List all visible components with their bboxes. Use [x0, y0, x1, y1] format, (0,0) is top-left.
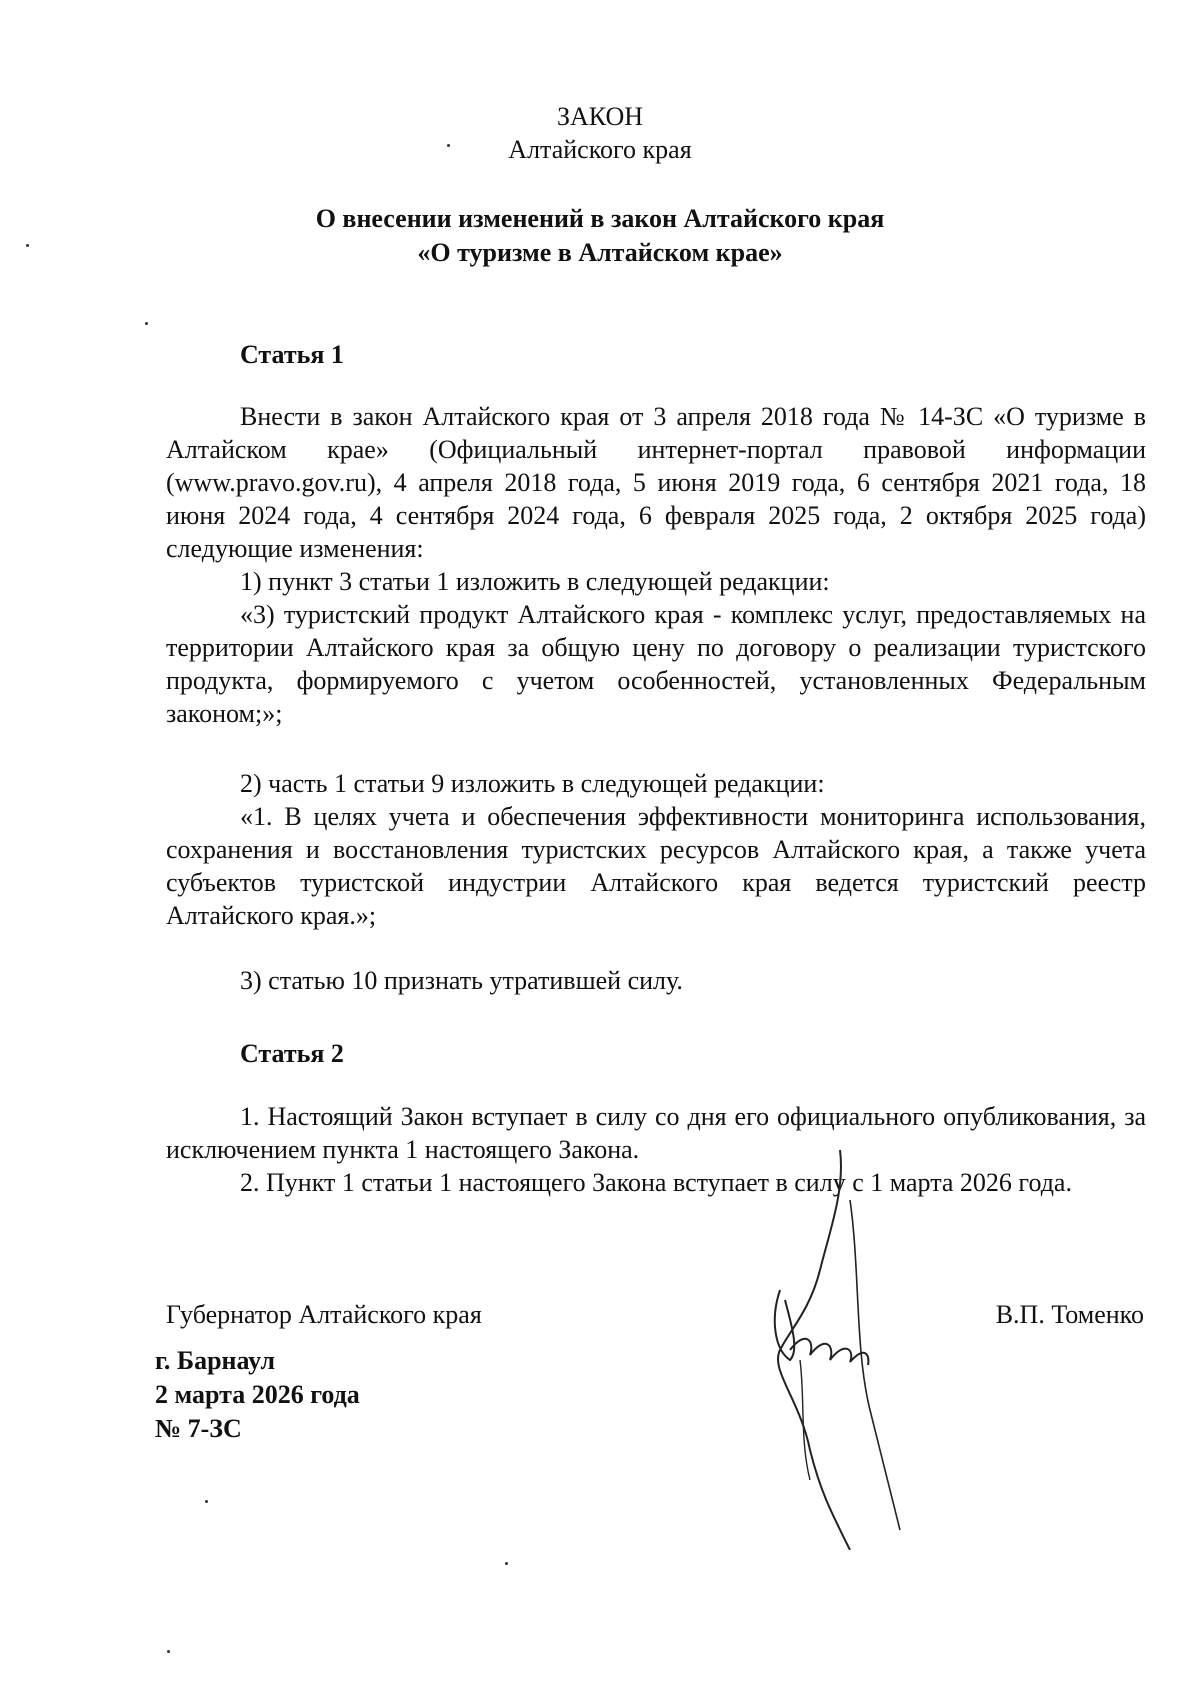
place-city: г. Барнаул: [155, 1346, 276, 1375]
law-title-line1: О внесении изменений в закон Алтайского края: [315, 204, 885, 233]
law-number: № 7-ЗС: [155, 1414, 242, 1443]
scan-speck: [26, 244, 29, 247]
article-1-item3: 3) статью 10 признать утратившей силу.: [240, 966, 683, 995]
scan-speck: [205, 1500, 208, 1503]
article-1-item2-lead: 2) часть 1 статьи 9 изложить в следующей редакции:: [240, 769, 825, 798]
place-date: 2 марта 2026 года: [155, 1380, 360, 1409]
article-1-item1-lead: 1) пункт 3 статьи 1 изложить в следующей редакции:: [240, 567, 830, 596]
signatory-position: Губернатор Алтайского края: [166, 1300, 482, 1329]
scan-speck: [447, 144, 450, 147]
article-1-heading: Статья 1: [240, 340, 344, 369]
article-1-item1-text: «3) туристский продукт Алтайского края - комплекс услуг, предоставляемых на территории Алтайского края за общую цену по договору о реализации туристского продукта, формируемого с учетом особенностей, установленных Федеральным законом;»;: [166, 600, 1146, 728]
article-1-item2: [166, 767, 1146, 932]
article-1-item3-block: [166, 964, 1146, 997]
region-heading: Алтайского края: [508, 135, 692, 164]
signatory-name: В.П. Томенко: [995, 1300, 1144, 1329]
article-1-item2-text: «1. В целях учета и обеспечения эффективности мониторинга использования, сохранения и восстановления туристских ресурсов Алтайского края, а также учета субъектов туристской индустрии Алтайского края ведется туристский реестр Алтайского края.»;: [166, 802, 1146, 930]
handwritten-signature: [730, 1150, 930, 1550]
article-1-intro: Внести в закон Алтайского края от 3 апреля 2018 года № 14-ЗС «О туризме в Алтайском крае» (Официальный интернет-портал правовой информации (www.pravo.gov.ru), 4 апреля 2018 года, 5 июня 2019 года, 6 сентября 2021 года, 18 июня 2024 года, 4 сентября 2024 года, 6 февраля 2025 года, 2 октября 2025 года) следующие изменения:: [166, 402, 1146, 563]
article-2-p1: 1. Настоящий Закон вступает в силу со дня его официального опубликования, за исключением пункта 1 настоящего Закона.: [166, 1102, 1146, 1164]
law-heading: ЗАКОН: [556, 102, 644, 131]
article-2-body: [166, 1100, 1146, 1199]
scan-speck: [505, 1562, 508, 1565]
article-1-body: [166, 400, 1146, 730]
article-2-p2: 2. Пункт 1 статьи 1 настоящего Закона вступает в силу с 1 марта 2026 года.: [240, 1168, 1072, 1197]
law-title-line2: «О туризме в Алтайском крае»: [417, 238, 783, 267]
article-2-heading: Статья 2: [240, 1039, 344, 1068]
scan-speck: [145, 322, 148, 325]
scan-speck: [167, 1650, 170, 1653]
